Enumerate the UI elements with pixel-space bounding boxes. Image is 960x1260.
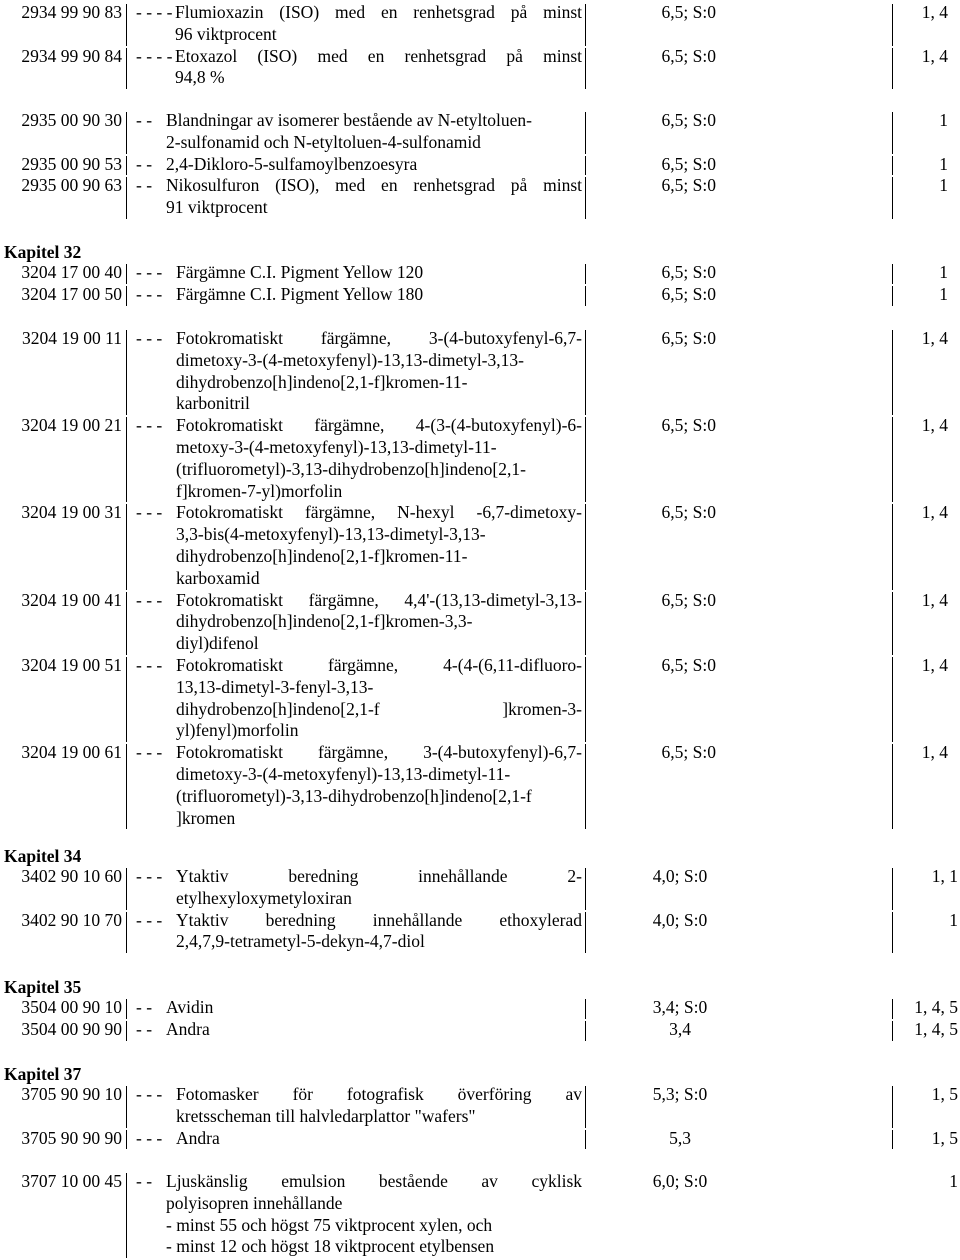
indent-dashes: - - - - <box>136 45 173 66</box>
tariff-description <box>176 910 582 954</box>
duty-rate: 4,0; S:0 <box>652 866 708 886</box>
column-divider <box>126 657 127 742</box>
column-divider <box>585 1086 586 1128</box>
tariff-description <box>166 110 582 154</box>
column-divider <box>126 264 127 284</box>
duty-rate: 4,0; S:0 <box>652 909 708 930</box>
footnote-ref: 1 <box>939 175 948 196</box>
description-line: dimetoxy-3-(4-metoxyfenyl)-13,13-dimetyl-3,13- <box>176 349 524 370</box>
indent-dashes: - - <box>136 997 153 1017</box>
duty-rate: 6,5; S:0 <box>661 742 716 763</box>
tariff-row <box>0 2 960 46</box>
tariff-description <box>176 1128 582 1150</box>
duty-rate: 6,5; S:0 <box>661 45 716 66</box>
chapter-heading: Kapitel 37 <box>4 1064 82 1084</box>
duty-rate: 6,5; S:0 <box>661 175 716 196</box>
tariff-code: 2934 99 90 84 <box>21 45 122 66</box>
column-divider <box>585 1130 586 1150</box>
column-divider <box>126 48 127 90</box>
tariff-row <box>0 502 960 589</box>
footnote-ref: 1, 5 <box>931 1127 958 1148</box>
duty-rate: 6,5; S:0 <box>661 110 716 130</box>
duty-rate: 5,3; S:0 <box>652 1084 708 1104</box>
description-line: dihydrobenzo[h]indeno[2,1-f]kromen-11- <box>176 545 468 566</box>
column-divider <box>585 1021 586 1041</box>
description-line: Ytaktiv beredning innehållande 2- <box>176 866 582 886</box>
description-line: Avidin <box>166 997 214 1017</box>
tariff-row <box>0 1019 960 1041</box>
indent-dashes: - - - <box>136 909 163 930</box>
indent-dashes: - - <box>136 1171 153 1191</box>
column-divider <box>126 4 127 46</box>
tariff-row <box>0 175 960 219</box>
indent-dashes: - - - <box>136 283 163 304</box>
column-divider <box>126 744 127 829</box>
description-line: Flumioxazin (ISO) med en renhetsgrad på minst <box>175 2 582 22</box>
column-divider <box>585 868 586 910</box>
description-line: diyl)difenol <box>176 633 259 654</box>
tariff-row <box>0 910 960 954</box>
footnote-ref: 1, 4 <box>921 328 948 348</box>
tariff-description <box>166 154 582 176</box>
indent-dashes: - - <box>136 110 153 130</box>
tariff-row <box>0 328 960 415</box>
tariff-row <box>0 284 960 306</box>
column-divider <box>126 112 127 154</box>
column-divider <box>585 112 586 154</box>
description-line: Fotokromatiskt färgämne, N-hexyl -6,7-dimetoxy- <box>176 502 582 523</box>
column-divider <box>585 504 586 589</box>
tariff-code: 2935 00 90 53 <box>21 153 122 174</box>
duty-rate: 3,4 <box>669 1018 691 1039</box>
indent-dashes: - - - <box>136 1127 163 1148</box>
tariff-description <box>176 655 582 742</box>
description-line: dihydrobenzo[h]indeno[2,1-f]kromen-11- <box>176 371 468 392</box>
column-divider <box>585 999 586 1019</box>
tariff-code: 3402 90 10 70 <box>21 909 122 930</box>
tariff-description <box>176 328 582 415</box>
description-line: 2,4-Dikloro-5-sulfamoylbenzoesyra <box>166 153 418 174</box>
duty-rate: 6,0; S:0 <box>652 1171 708 1191</box>
description-line: (trifluorometyl)-3,13-dihydrobenzo[h]indeno[2,1- <box>176 458 526 479</box>
description-line: Fotokromatiskt färgämne, 4-(3-(4-butoxyfenyl)-6- <box>176 415 582 436</box>
tariff-description <box>176 284 582 306</box>
description-line: 2-sulfonamid och N-etyltoluen-4-sulfonamid <box>166 131 481 152</box>
indent-dashes: - - - <box>136 502 163 523</box>
column-divider <box>126 330 127 415</box>
column-divider <box>585 286 586 306</box>
indent-dashes: - - <box>136 175 153 196</box>
tariff-row <box>0 1084 960 1128</box>
description-line: - minst 12 och högst 18 viktprocent etylbensen <box>166 1236 495 1257</box>
tariff-row <box>0 866 960 910</box>
tariff-description <box>176 590 582 655</box>
tariff-description <box>175 2 582 46</box>
tariff-row <box>0 1171 960 1258</box>
footnote-ref: 1, 4 <box>921 415 948 436</box>
footnote-ref: 1, 5 <box>931 1084 958 1104</box>
tariff-code: 3204 17 00 50 <box>21 283 122 304</box>
description-line: metoxy-3-(4-metoxyfenyl)-13,13-dimetyl-11- <box>176 436 497 457</box>
duty-rate: 6,5; S:0 <box>661 502 716 523</box>
column-divider <box>126 417 127 502</box>
footnote-ref: 1 <box>949 909 958 930</box>
description-line: 96 viktprocent <box>175 23 277 44</box>
tariff-row <box>0 154 960 176</box>
footnote-ref: 1, 4 <box>921 2 948 22</box>
description-line: 3,3-bis(4-metoxyfenyl)-13,13-dimetyl-3,13- <box>176 524 486 545</box>
tariff-row <box>0 997 960 1019</box>
tariff-code: 3204 19 00 31 <box>21 502 122 523</box>
description-line: Andra <box>176 1127 220 1148</box>
footnote-ref: 1, 4 <box>921 502 948 523</box>
tariff-description <box>166 175 582 219</box>
column-divider <box>126 912 127 954</box>
tariff-code: 2935 00 90 63 <box>21 175 122 196</box>
chapter-heading: Kapitel 34 <box>4 846 82 866</box>
description-line: f]kromen-7-yl)morfolin <box>176 480 343 501</box>
chapter-heading: Kapitel 35 <box>4 977 82 997</box>
tariff-row <box>0 46 960 90</box>
tariff-code: 3204 19 00 21 <box>21 415 122 436</box>
footnote-ref: 1, 4 <box>921 655 948 675</box>
description-line: Färgämne C.I. Pigment Yellow 120 <box>176 262 424 282</box>
description-line: 13,13-dimetyl-3-fenyl-3,13- <box>176 676 374 697</box>
column-divider <box>585 417 586 502</box>
description-line: Andra <box>166 1018 210 1039</box>
description-line: Färgämne C.I. Pigment Yellow 180 <box>176 283 424 304</box>
footnote-ref: 1, 4 <box>921 742 948 763</box>
footnote-ref: 1, 4 <box>921 45 948 66</box>
duty-rate: 6,5; S:0 <box>661 589 716 610</box>
duty-rate: 6,5; S:0 <box>661 328 716 348</box>
description-line: Nikosulfuron (ISO), med en renhetsgrad på minst <box>166 175 582 196</box>
duty-rate: 6,5; S:0 <box>661 415 716 436</box>
tariff-row <box>0 742 960 829</box>
description-line: 91 viktprocent <box>166 197 268 218</box>
column-divider <box>126 286 127 306</box>
indent-dashes: - - <box>136 1018 153 1039</box>
tariff-code: 3705 90 90 90 <box>21 1127 122 1148</box>
column-divider <box>585 264 586 284</box>
duty-rate: 6,5; S:0 <box>661 283 716 304</box>
footnote-ref: 1, 1 <box>931 866 958 886</box>
duty-rate: 6,5; S:0 <box>661 655 716 675</box>
column-divider <box>126 1173 127 1258</box>
indent-dashes: - - - <box>136 262 163 282</box>
duty-rate: 6,5; S:0 <box>661 2 716 22</box>
footnote-ref: 1 <box>939 110 948 130</box>
description-line: Fotomasker för fotografisk överföring av <box>176 1084 582 1104</box>
tariff-description <box>166 1171 582 1258</box>
tariff-code: 3707 10 00 45 <box>21 1171 122 1191</box>
tariff-description <box>175 46 582 90</box>
column-divider <box>126 177 127 219</box>
tariff-description <box>166 997 582 1019</box>
duty-rate: 6,5; S:0 <box>661 153 716 174</box>
footnote-ref: 1, 4, 5 <box>914 997 958 1017</box>
description-line: (trifluorometyl)-3,13-dihydrobenzo[h]indeno[2,1-f <box>176 785 532 806</box>
description-line: Fotokromatiskt färgämne, 3-(4-butoxyfenyl)-6,7- <box>176 742 582 763</box>
indent-dashes: - - <box>136 153 153 174</box>
column-divider <box>585 744 586 829</box>
tariff-code: 3204 17 00 40 <box>21 262 122 282</box>
tariff-code: 3204 19 00 51 <box>21 655 122 675</box>
duty-rate: 3,4; S:0 <box>652 997 708 1017</box>
description-line: dihydrobenzo[h]indeno[2,1-f ]kromen-3- <box>176 698 582 719</box>
column-divider <box>126 1130 127 1150</box>
tariff-code: 2934 99 90 83 <box>21 2 122 22</box>
tariff-description <box>176 415 582 502</box>
column-divider <box>126 1021 127 1041</box>
footnote-ref: 1 <box>949 1171 958 1191</box>
column-divider <box>126 592 127 655</box>
tariff-row <box>0 415 960 502</box>
column-divider <box>585 4 586 46</box>
tariff-description <box>166 1019 582 1041</box>
tariff-description <box>176 502 582 589</box>
description-line: dihydrobenzo[h]indeno[2,1-f]kromen-3,3- <box>176 611 473 632</box>
tariff-code: 3204 19 00 41 <box>21 589 122 610</box>
tariff-code: 2935 00 90 30 <box>21 110 122 130</box>
description-line: Fotokromatiskt färgämne, 4,4'-(13,13-dimetyl-3,13- <box>176 589 582 610</box>
tariff-description <box>176 1084 582 1128</box>
tariff-description <box>176 262 582 284</box>
footnote-ref: 1 <box>939 283 948 304</box>
tariff-row <box>0 262 960 284</box>
description-line: etylhexyloxymetyloxiran <box>176 887 352 908</box>
indent-dashes: - - - <box>136 655 163 675</box>
column-divider <box>126 156 127 176</box>
column-divider <box>126 999 127 1019</box>
tariff-code: 3504 00 90 90 <box>21 1018 122 1039</box>
description-line: Etoxazol (ISO) med en renhetsgrad på minst <box>175 45 582 66</box>
description-line: Blandningar av isomerer bestående av N-etyltoluen- <box>166 110 532 130</box>
tariff-row <box>0 110 960 154</box>
tariff-code: 3504 00 90 10 <box>21 997 122 1017</box>
description-line: Fotokromatiskt färgämne, 3-(4-butoxyfenyl-6,7- <box>176 328 582 348</box>
tariff-code: 3705 90 90 10 <box>21 1084 122 1104</box>
tariff-row <box>0 1128 960 1150</box>
footnote-ref: 1, 4, 5 <box>914 1018 958 1039</box>
description-line: Ljuskänslig emulsion bestående av cyklisk <box>166 1171 582 1191</box>
description-line: 2,4,7,9-tetrametyl-5-dekyn-4,7-diol <box>176 931 425 952</box>
indent-dashes: - - - - <box>136 2 173 22</box>
tariff-row <box>0 655 960 742</box>
footnote-ref: 1 <box>939 153 948 174</box>
column-divider <box>126 504 127 589</box>
tariff-code: 3402 90 10 60 <box>21 866 122 886</box>
indent-dashes: - - - <box>136 1084 163 1104</box>
indent-dashes: - - - <box>136 866 163 886</box>
description-line: polyisopren innehållande <box>166 1192 343 1213</box>
description-line: kretsscheman till halvledarplattor "wafers" <box>176 1105 476 1126</box>
description-line: karbonitril <box>176 393 250 414</box>
column-divider <box>585 177 586 219</box>
indent-dashes: - - - <box>136 328 163 348</box>
footnote-ref: 1, 4 <box>921 589 948 610</box>
tariff-code: 3204 19 00 11 <box>22 328 122 348</box>
column-divider <box>585 592 586 655</box>
description-line: dimetoxy-3-(4-metoxyfenyl)-13,13-dimetyl-11- <box>176 763 511 784</box>
duty-rate: 5,3 <box>669 1127 691 1148</box>
description-line: - minst 55 och högst 75 viktprocent xylen, och <box>166 1214 493 1235</box>
description-line: Ytaktiv beredning innehållande ethoxylerad <box>176 909 582 930</box>
column-divider <box>585 156 586 176</box>
column-divider <box>585 48 586 90</box>
footnote-ref: 1 <box>939 262 948 282</box>
indent-dashes: - - - <box>136 415 163 436</box>
duty-rate: 6,5; S:0 <box>661 262 716 282</box>
indent-dashes: - - - <box>136 742 163 763</box>
column-divider <box>585 330 586 415</box>
description-line: 94,8 % <box>175 67 225 88</box>
tariff-description <box>176 742 582 829</box>
description-line: karboxamid <box>176 567 260 588</box>
tariff-row <box>0 590 960 655</box>
column-divider <box>585 657 586 742</box>
description-line: ]kromen <box>176 807 236 828</box>
description-line: yl)fenyl)morfolin <box>176 720 299 741</box>
tariff-description <box>176 866 582 910</box>
column-divider <box>126 1086 127 1128</box>
column-divider <box>126 868 127 910</box>
indent-dashes: - - - <box>136 589 163 610</box>
description-line: Fotokromatiskt färgämne, 4-(4-(6,11-difluoro- <box>176 655 582 675</box>
chapter-heading: Kapitel 32 <box>4 242 82 262</box>
tariff-code: 3204 19 00 61 <box>21 742 122 763</box>
column-divider <box>585 912 586 954</box>
